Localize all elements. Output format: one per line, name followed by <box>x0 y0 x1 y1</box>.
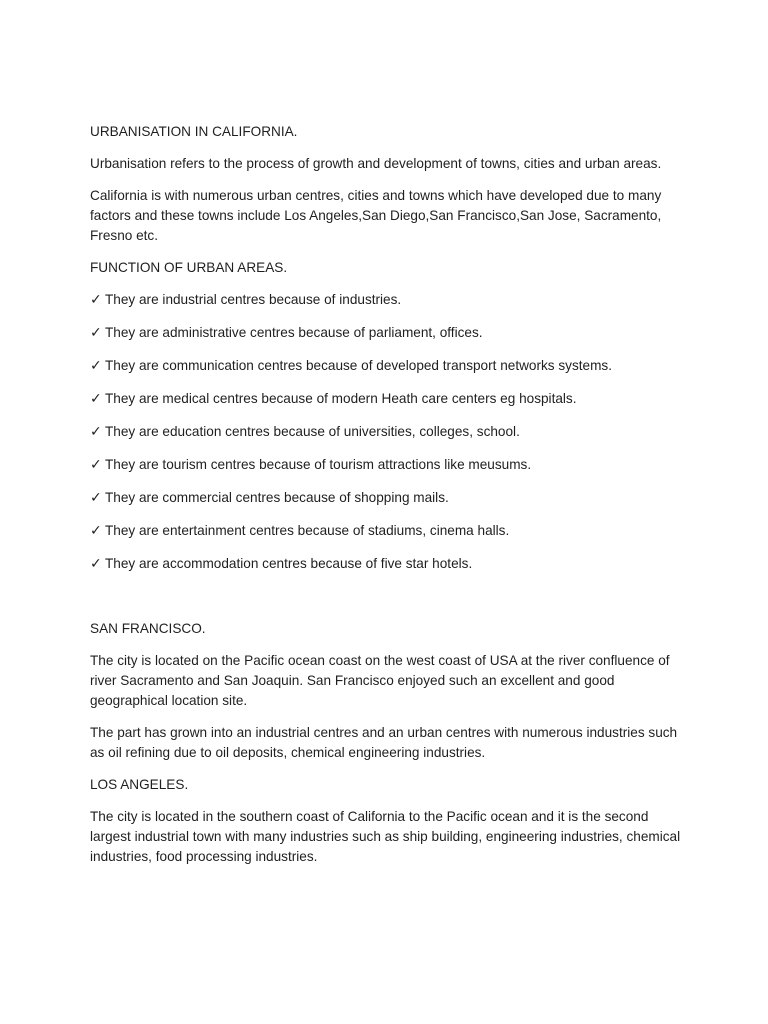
list-item-text: They are industrial centres because of industries. <box>105 292 402 307</box>
functions-list <box>90 290 690 574</box>
list-item <box>90 356 690 376</box>
checkmark-icon: ✓ <box>90 325 102 341</box>
checkmark-icon: ✓ <box>90 457 102 473</box>
document-title: URBANISATION IN CALIFORNIA. <box>90 124 298 139</box>
los-angeles-heading: LOS ANGELES. <box>90 777 189 792</box>
document-page <box>90 122 690 879</box>
list-item <box>90 422 690 442</box>
list-item <box>90 455 690 475</box>
checkmark-icon: ✓ <box>90 424 102 440</box>
list-item-text: They are medical centres because of modern Heath care centers eg hospitals. <box>105 391 577 406</box>
list-item <box>90 290 690 310</box>
san-francisco-paragraph-1: The city is located on the Pacific ocean coast on the west coast of USA at the river confluence of river Sacramento and San Joaquin. San Francisco enjoyed such an excellent and good geographical location site. <box>90 653 670 708</box>
list-item <box>90 554 690 574</box>
checkmark-icon: ✓ <box>90 391 102 407</box>
list-item-text: They are accommodation centres because of five star hotels. <box>105 556 473 571</box>
list-item-text: They are education centres because of universities, colleges, school. <box>105 424 520 439</box>
checkmark-icon: ✓ <box>90 490 102 506</box>
list-item <box>90 488 690 508</box>
intro-paragraph-2: California is with numerous urban centres, cities and towns which have developed due to many factors and these towns include Los Angeles,San Diego,San Francisco,San Jose, Sacramento, Fresno etc. <box>90 188 662 243</box>
intro-paragraph-1: Urbanisation refers to the process of growth and development of towns, cities and urban areas. <box>90 156 662 171</box>
list-item-text: They are administrative centres because of parliament, offices. <box>105 325 483 340</box>
san-francisco-heading: SAN FRANCISCO. <box>90 621 206 636</box>
list-item-text: They are communication centres because of developed transport networks systems. <box>105 358 612 373</box>
checkmark-icon: ✓ <box>90 523 102 539</box>
list-item-text: They are tourism centres because of tourism attractions like meusums. <box>105 457 532 472</box>
functions-heading: FUNCTION OF URBAN AREAS. <box>90 260 288 275</box>
list-item <box>90 389 690 409</box>
checkmark-icon: ✓ <box>90 556 102 572</box>
los-angeles-paragraph-1: The city is located in the southern coast of California to the Pacific ocean and it is the second largest industrial town with many industries such as ship building, engineering industries, chemical industries, food processing industries. <box>90 809 681 864</box>
list-item <box>90 323 690 343</box>
list-item <box>90 521 690 541</box>
section-spacer <box>90 587 690 619</box>
checkmark-icon: ✓ <box>90 358 102 374</box>
list-item-text: They are commercial centres because of shopping mails. <box>105 490 449 505</box>
san-francisco-paragraph-2: The part has grown into an industrial centres and an urban centres with numerous industries such as oil refining due to oil deposits, chemical engineering industries. <box>90 725 678 760</box>
list-item-text: They are entertainment centres because of stadiums, cinema halls. <box>105 523 510 538</box>
checkmark-icon: ✓ <box>90 292 102 308</box>
